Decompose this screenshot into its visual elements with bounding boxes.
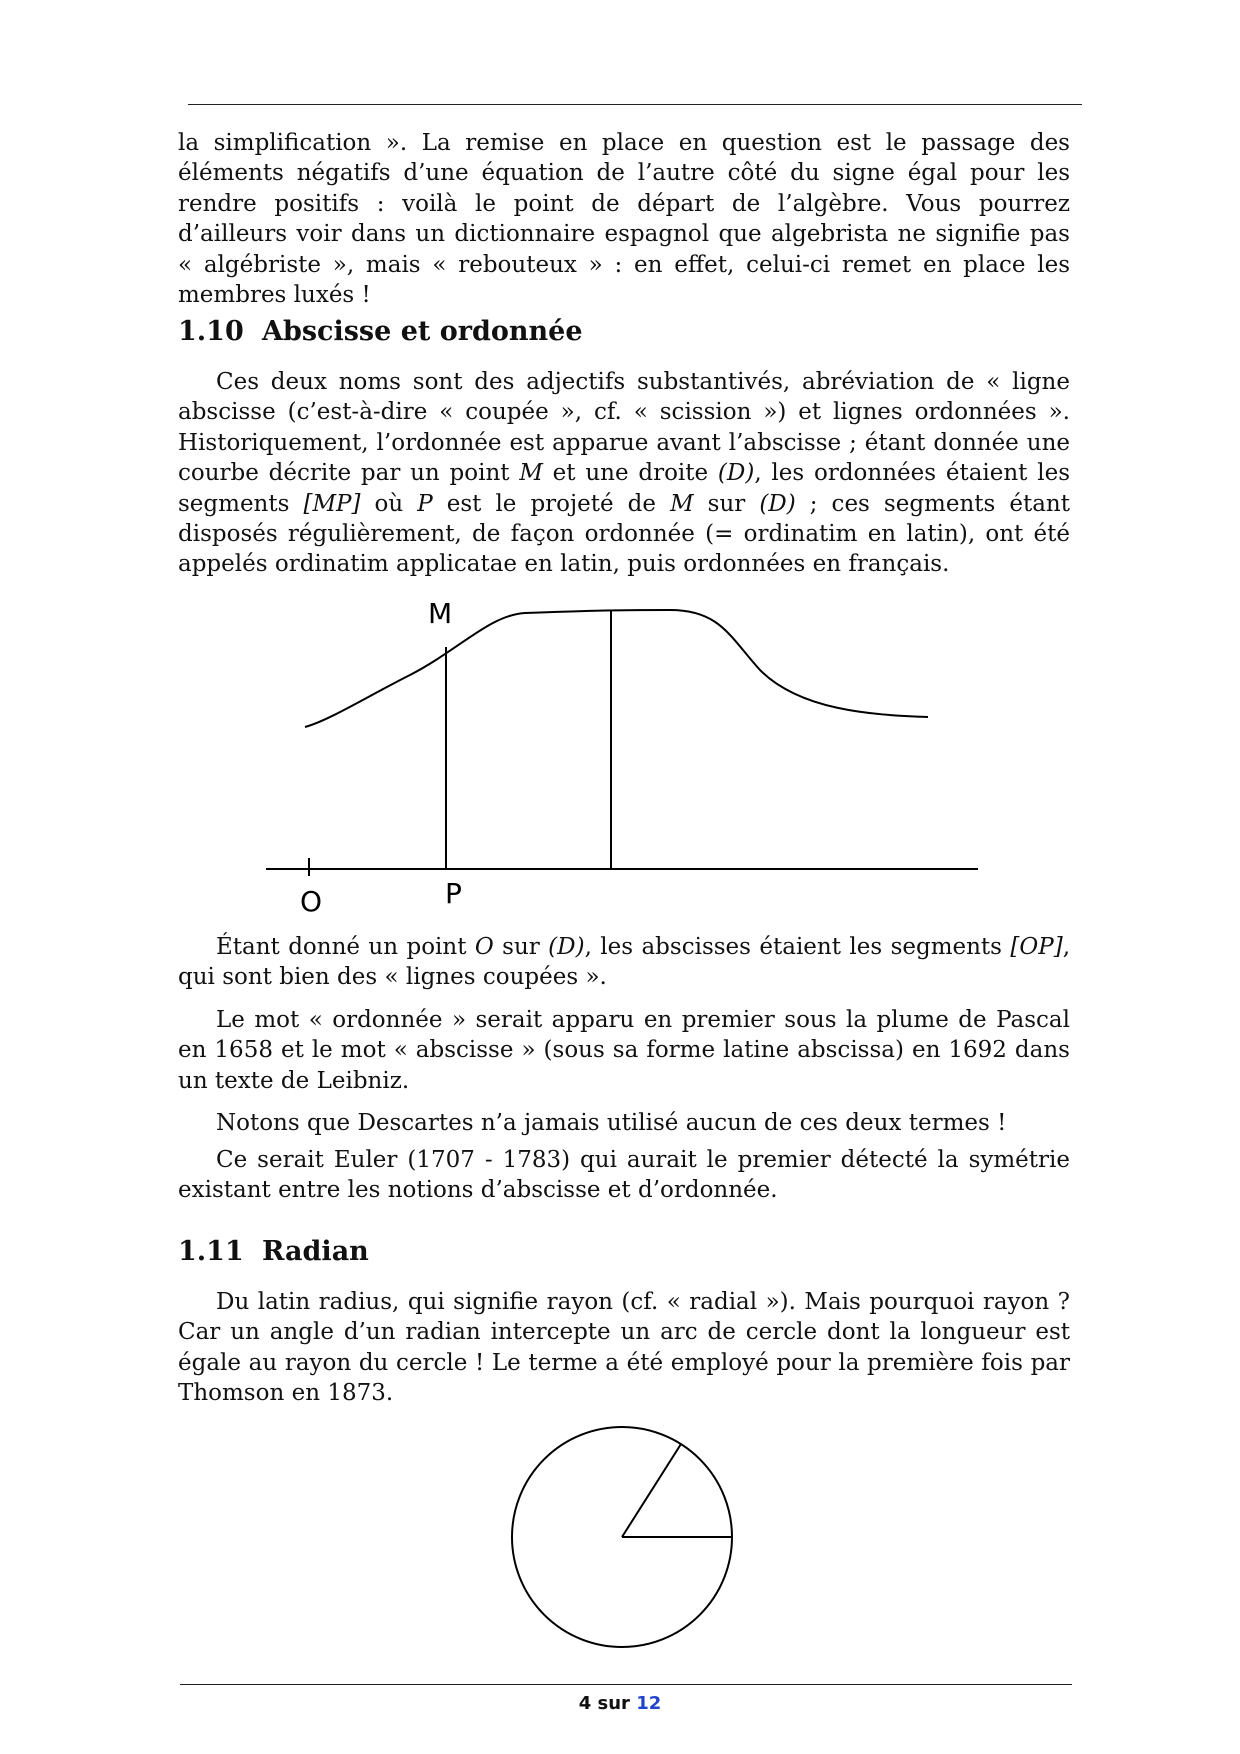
footer-rule bbox=[180, 1684, 1072, 1685]
header-rule bbox=[188, 104, 1082, 105]
section-heading-1-10 bbox=[178, 316, 583, 347]
page-total: 12 bbox=[636, 1693, 662, 1714]
section-title: Abscisse et ordonnée bbox=[262, 316, 583, 347]
page-number bbox=[0, 1693, 1240, 1714]
curve bbox=[305, 610, 928, 727]
ordinate-figure bbox=[250, 585, 990, 915]
abscisse-paragraph-4: Notons que Descartes n’a jamais utilisé aucun de ces deux termes ! bbox=[216, 1110, 1007, 1136]
section-heading-1-11 bbox=[178, 1236, 369, 1267]
abscisse-paragraph-1: Ces deux noms sont des adjectifs substantivés, abréviation de « ligne abscisse (c’est-à-dire « coupée », cf. « scission ») et lignes ordonnées ». Historiquement, l’ordonnée est apparue avant l’abscisse ; étant donnée une courbe décrite par un point M et une droite (D), les ordonnées étaient les segments [MP] où P est le projeté de M sur (D) ; ces segments étant disposés régulièrement, de façon ordonnée (= ordinatim en latin), ont été appelés ordinatim applicatae en latin, puis ordonnées en français. bbox=[178, 369, 1070, 578]
label-p: P bbox=[445, 877, 462, 910]
section-number: 1.10 bbox=[178, 316, 244, 347]
section-number: 1.11 bbox=[178, 1236, 244, 1267]
section-title: Radian bbox=[262, 1236, 369, 1267]
intro-paragraph: la simplification ». La remise en place en question est le passage des éléments négatifs d’une équation de l’autre côté du signe égal pour les rendre positifs : voilà le point de départ de l’algèbre. Vous pourrez d’ailleurs voir dans un dictionnaire espagnol que algebrista ne signifie pas « algébriste », mais « rebouteux » : en effet, celui-ci remet en place les membres luxés ! bbox=[178, 130, 1070, 309]
label-m: M bbox=[428, 597, 453, 630]
page-sep: sur bbox=[597, 1693, 630, 1714]
radian-paragraph: Du latin radius, qui signifie rayon (cf. « radial »). Mais pourquoi rayon ? Car un angle d’un radian intercepte un arc de cercle dont la longueur est égale au rayon du cercle ! Le terme a été employé pour la première fois par Thomson en 1873. bbox=[178, 1289, 1070, 1407]
page-current: 4 bbox=[578, 1693, 592, 1714]
radian-figure bbox=[504, 1419, 744, 1659]
abscisse-paragraph-5: Ce serait Euler (1707 - 1783) qui aurait le premier détecté la symétrie existant entre les notions d’abscisse et d’ordonnée. bbox=[178, 1147, 1070, 1204]
abscisse-paragraph-2: Étant donné un point O sur (D), les abscisses étaient les segments [OP], qui sont bien des « lignes coupées ». bbox=[178, 934, 1070, 991]
radius-angled bbox=[622, 1444, 681, 1537]
label-o: O bbox=[300, 885, 323, 915]
abscisse-paragraph-3: Le mot « ordonnée » serait apparu en premier sous la plume de Pascal en 1658 et le mot « abscisse » (sous sa forme latine abscissa) en 1692 dans un texte de Leibniz. bbox=[178, 1007, 1070, 1094]
